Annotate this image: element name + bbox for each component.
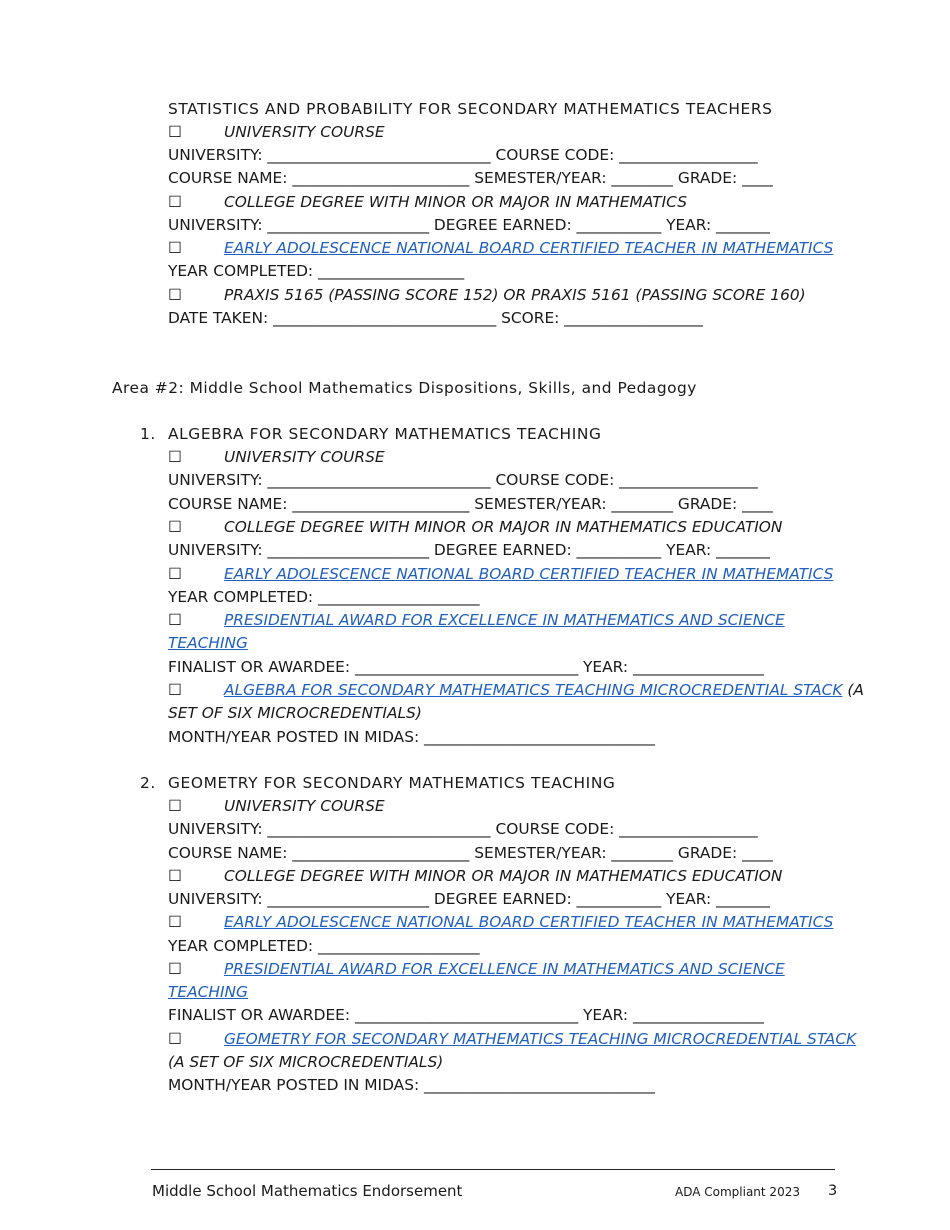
year-completed-field[interactable]: YEAR COMPLETED: _____________________ [168,937,480,955]
year-completed-field[interactable]: YEAR COMPLETED: _____________________ [168,588,480,606]
option-board-certified [168,237,833,260]
year-completed-field[interactable]: YEAR COMPLETED: ___________________ [168,262,465,280]
checkbox[interactable]: ☐ [168,867,182,885]
option-college-degree: ☐ COLLEGE DEGREE WITH MINOR OR MAJOR IN MATHEMATICS EDUCATION [168,516,782,539]
option-board-certified [168,911,833,934]
option-praxis: ☐ PRAXIS 5165 (PASSING SCORE 152) OR PRAXIS 5161 (PASSING SCORE 160) [168,284,806,307]
degree-field[interactable]: UNIVERSITY: _____________________ DEGREE EARNED: ___________ YEAR: _______ [168,890,770,908]
microcredential-link[interactable]: GEOMETRY FOR SECONDARY MATHEMATICS TEACHING MICROCREDENTIAL STACK [224,1030,857,1048]
option-university-course: ☐ UNIVERSITY COURSE [168,446,385,469]
course-name-field[interactable]: COURSE NAME: _______________________ SEMESTER/YEAR: ________ GRADE: ____ [168,844,773,862]
course-name-field[interactable]: COURSE NAME: _______________________ SEMESTER/YEAR: ________ GRADE: ____ [168,495,773,513]
presidential-award-continuation [168,632,248,655]
university-code-field[interactable]: UNIVERSITY: _____________________________ COURSE CODE: __________________ [168,820,758,838]
presidential-award-link[interactable]: PRESIDENTIAL AWARD FOR EXCELLENCE IN MATHEMATICS AND SCIENCE [224,960,785,978]
checkbox[interactable]: ☐ [168,239,182,257]
footer-rule [151,1169,835,1170]
section-heading: STATISTICS AND PROBABILITY FOR SECONDARY MATHEMATICS TEACHERS [168,100,773,118]
checkbox[interactable]: ☐ [168,797,182,815]
checkbox[interactable]: ☐ [168,681,182,699]
checkbox[interactable]: ☐ [168,960,182,978]
item-heading: 1. ALGEBRA FOR SECONDARY MATHEMATICS TEACHING [168,423,602,446]
university-code-field[interactable]: UNIVERSITY: _____________________________ COURSE CODE: __________________ [168,471,758,489]
finalist-field[interactable]: FINALIST OR AWARDEE: _____________________________ YEAR: _________________ [168,658,764,676]
board-certified-link[interactable]: EARLY ADOLESCENCE NATIONAL BOARD CERTIFIED TEACHER IN MATHEMATICS [224,565,834,583]
page-number: 3 [828,1183,838,1199]
midas-field[interactable]: MONTH/YEAR POSTED IN MIDAS: ______________________________ [168,1076,655,1094]
midas-field[interactable]: MONTH/YEAR POSTED IN MIDAS: ______________________________ [168,728,655,746]
degree-field[interactable]: UNIVERSITY: _____________________ DEGREE EARNED: ___________ YEAR: _______ [168,216,770,234]
checkbox[interactable]: ☐ [168,611,182,629]
option-university-course: ☐ UNIVERSITY COURSE [168,121,385,144]
option-microcredential: ☐ ALGEBRA FOR SECONDARY MATHEMATICS TEACHING MICROCREDENTIAL STACK (A [168,679,864,702]
presidential-award-link[interactable]: PRESIDENTIAL AWARD FOR EXCELLENCE IN MATHEMATICS AND SCIENCE [224,611,785,629]
presidential-award-continuation [168,981,248,1004]
footer-ada-notice: ADA Compliant 2023 [675,1185,800,1199]
date-taken-field[interactable]: DATE TAKEN: _____________________________ SCORE: __________________ [168,309,703,327]
degree-field[interactable]: UNIVERSITY: _____________________ DEGREE EARNED: ___________ YEAR: _______ [168,541,770,559]
option-university-course: ☐ UNIVERSITY COURSE [168,795,385,818]
checkbox[interactable]: ☐ [168,518,182,536]
area-title: Area #2: Middle School Mathematics Dispositions, Skills, and Pedagogy [112,379,697,397]
option-college-degree: ☐ COLLEGE DEGREE WITH MINOR OR MAJOR IN MATHEMATICS [168,191,687,214]
checkbox[interactable]: ☐ [168,448,182,466]
footer-title: Middle School Mathematics Endorsement [152,1182,463,1200]
option-presidential-award [168,958,785,981]
microcredential-link[interactable]: ALGEBRA FOR SECONDARY MATHEMATICS TEACHING MICROCREDENTIAL STACK [224,681,843,699]
item-heading: 2. GEOMETRY FOR SECONDARY MATHEMATICS TEACHING [168,772,615,795]
option-board-certified [168,563,833,586]
checkbox[interactable]: ☐ [168,913,182,931]
option-microcredential [168,1028,856,1051]
checkbox[interactable]: ☐ [168,1030,182,1048]
course-name-field[interactable]: COURSE NAME: _______________________ SEMESTER/YEAR: ________ GRADE: ____ [168,169,773,187]
presidential-award-link-continued[interactable]: TEACHING [168,983,248,1001]
option-college-degree: ☐ COLLEGE DEGREE WITH MINOR OR MAJOR IN MATHEMATICS EDUCATION [168,865,782,888]
presidential-award-link-continued[interactable]: TEACHING [168,634,248,652]
microcredential-note: SET OF SIX MICROCREDENTIALS) [168,704,422,722]
checkbox[interactable]: ☐ [168,565,182,583]
item-number: 2. [140,774,156,792]
option-presidential-award [168,609,785,632]
checkbox[interactable]: ☐ [168,286,182,304]
board-certified-link[interactable]: EARLY ADOLESCENCE NATIONAL BOARD CERTIFIED TEACHER IN MATHEMATICS [224,239,834,257]
item-number: 1. [140,425,156,443]
checkbox[interactable]: ☐ [168,193,182,211]
board-certified-link[interactable]: EARLY ADOLESCENCE NATIONAL BOARD CERTIFIED TEACHER IN MATHEMATICS [224,913,834,931]
finalist-field[interactable]: FINALIST OR AWARDEE: _____________________________ YEAR: _________________ [168,1006,764,1024]
checkbox[interactable]: ☐ [168,123,182,141]
microcredential-note: (A SET OF SIX MICROCREDENTIALS) [168,1053,444,1071]
university-code-field[interactable]: UNIVERSITY: _____________________________ COURSE CODE: __________________ [168,146,758,164]
